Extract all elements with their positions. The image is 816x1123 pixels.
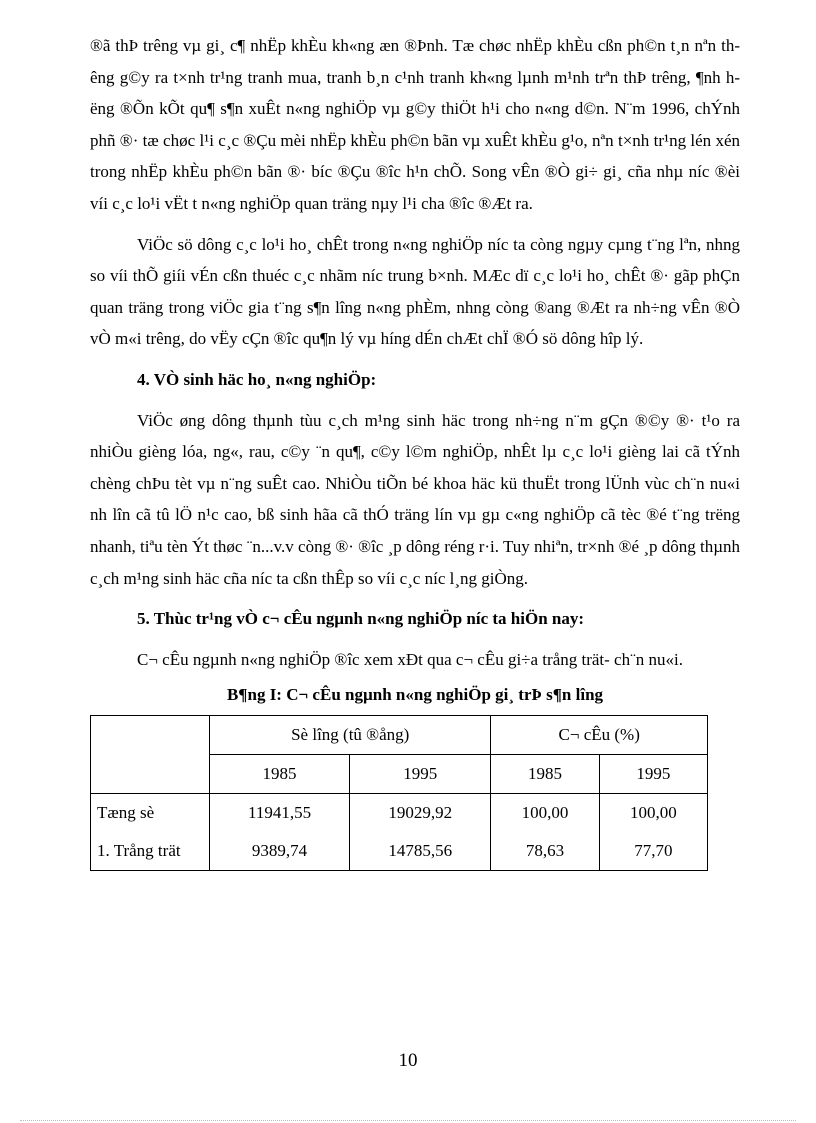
table-cell: 100,00 [599, 794, 707, 833]
section-heading-5: 5. Thùc tr¹ng vÒ c¬ cÊu ngµnh n«ng nghiÖp níc ta hiÖn nay: [137, 609, 585, 629]
row-label: 1. Trång trät [91, 832, 210, 871]
table-cell: 100,00 [491, 794, 599, 833]
section-heading-4: 4. VÒ sinh häc ho¸ n«ng nghiÖp: [137, 369, 377, 389]
structure-table [90, 715, 708, 871]
header-group-value: Sè lîng (tû ®ång) [210, 716, 491, 755]
paragraph-structure: C¬ cÊu ngµnh n«ng nghiÖp ®îc xem xÐt qua c¬ cÊu gi÷a trång trät- ch¨n nu«i. [137, 649, 683, 669]
row-label: Tæng sè [91, 794, 210, 833]
table-cell: 9389,74 [210, 832, 350, 871]
table-cell: 11941,55 [210, 794, 350, 833]
year-cell: 1985 [491, 755, 599, 794]
paragraph-chemicals: ViÖc sö dông c¸c lo¹i ho¸ chÊt trong n«ng nghiÖp níc ta còng ngµy cµng t¨ng lªn, nhng so víi thÕ giíi vÉn cßn thuéc c¸c nhãm níc trung b×nh. MÆc dï c¸c lo¹i ho¸ chÊt ®· gãp phÇn quan träng trong viÖc gia t¨ng s¶n lîng n«ng phÈm, nhng còng ®ang ®Æt ra nh÷ng vÊn ®Ò vÒ m«i trêng, do vËy cÇn ®îc qu¶n lý vµ híng dÉn chÆt chÏ ®Ó sö dông hîp lý. [90, 234, 740, 349]
table-header-row [91, 716, 708, 755]
table-row [91, 832, 708, 871]
document-page [90, 30, 740, 871]
footer-divider [20, 1120, 796, 1121]
table-cell: 19029,92 [350, 794, 491, 833]
page-number: 10 [398, 1050, 418, 1071]
table-cell: 78,63 [491, 832, 599, 871]
header-group-structure: C¬ cÊu (%) [491, 716, 708, 755]
table-cell: 14785,56 [350, 832, 491, 871]
paragraph-import: ®ã thÞ trêng vµ gi¸ c¶ nhËp khÈu kh«ng æn ®Þnh. Tæ chøc nhËp khÈu cßn ph©n t¸n nªn thêng g©y ra t×nh tr¹ng tranh mua, tranh b¸n c¹nh tranh kh«ng lµnh m¹nh trªn thÞ trêng, ¶nh hëng ®Õn kÕt qu¶ s¶n xuÊt n«ng nghiÖp vµ g©y thiÖt h¹i cho n«ng d©n. N¨m 1996, chÝnh phñ ®· tæ chøc l¹i c¸c ®Çu mèi nhËp khÈu ph©n bãn vµ xuÊt khÈu g¹o, nªn t×nh tr¹ng lén xén trong nhËp khÈu ph©n bãn ®· bíc ®Çu ®îc h¹n chÕ. Song vÊn ®Ò gi÷ gi¸ cña nhµ níc ®èi víi c¸c lo¹i vËt t n«ng nghiÖp quan träng nµy l¹i cha ®îc ®Æt ra. [90, 36, 740, 213]
table-cell: 77,70 [599, 832, 707, 871]
year-cell: 1995 [350, 755, 491, 794]
year-cell: 1985 [210, 755, 350, 794]
table-caption: B¶ng I: C¬ cÊu ngµnh n«ng nghiÖp gi¸ trÞ s¶n lîng [226, 685, 604, 705]
table-corner-cell [91, 716, 210, 794]
table-row [91, 794, 708, 833]
year-cell: 1995 [599, 755, 707, 794]
paragraph-biology: ViÖc øng dông thµnh tùu c¸ch m¹ng sinh häc trong nh÷ng n¨m gÇn ®©y ®· t¹o ra nhiÒu gièng lóa, ng«, rau, c©y ¨n qu¶, c©y l©m nghiÖp, nhÊt lµ c¸c lo¹i gièng lai cã tÝnh chèng chÞu tèt vµ n¨ng suÊt cao. NhiÒu tiÕn bé khoa häc kü thuËt trong lÜnh vùc ch¨n nu«i nh lîn cã tû lÖ n¹c cao, bß sinh hãa cã thÓ träng lín vµ gµ c«ng nghiÖp cã tèc ®é t¨ng trëng nhanh, tiªu tèn Ýt thøc ¨n...v.v còng ®· ®îc ¸p dông réng r·i. Tuy nhiªn, tr×nh ®é ¸p dông thµnh c¸ch m¹ng sinh häc cña níc ta cßn thÊp so víi c¸c níc l¸ng giÒng. [90, 410, 741, 588]
